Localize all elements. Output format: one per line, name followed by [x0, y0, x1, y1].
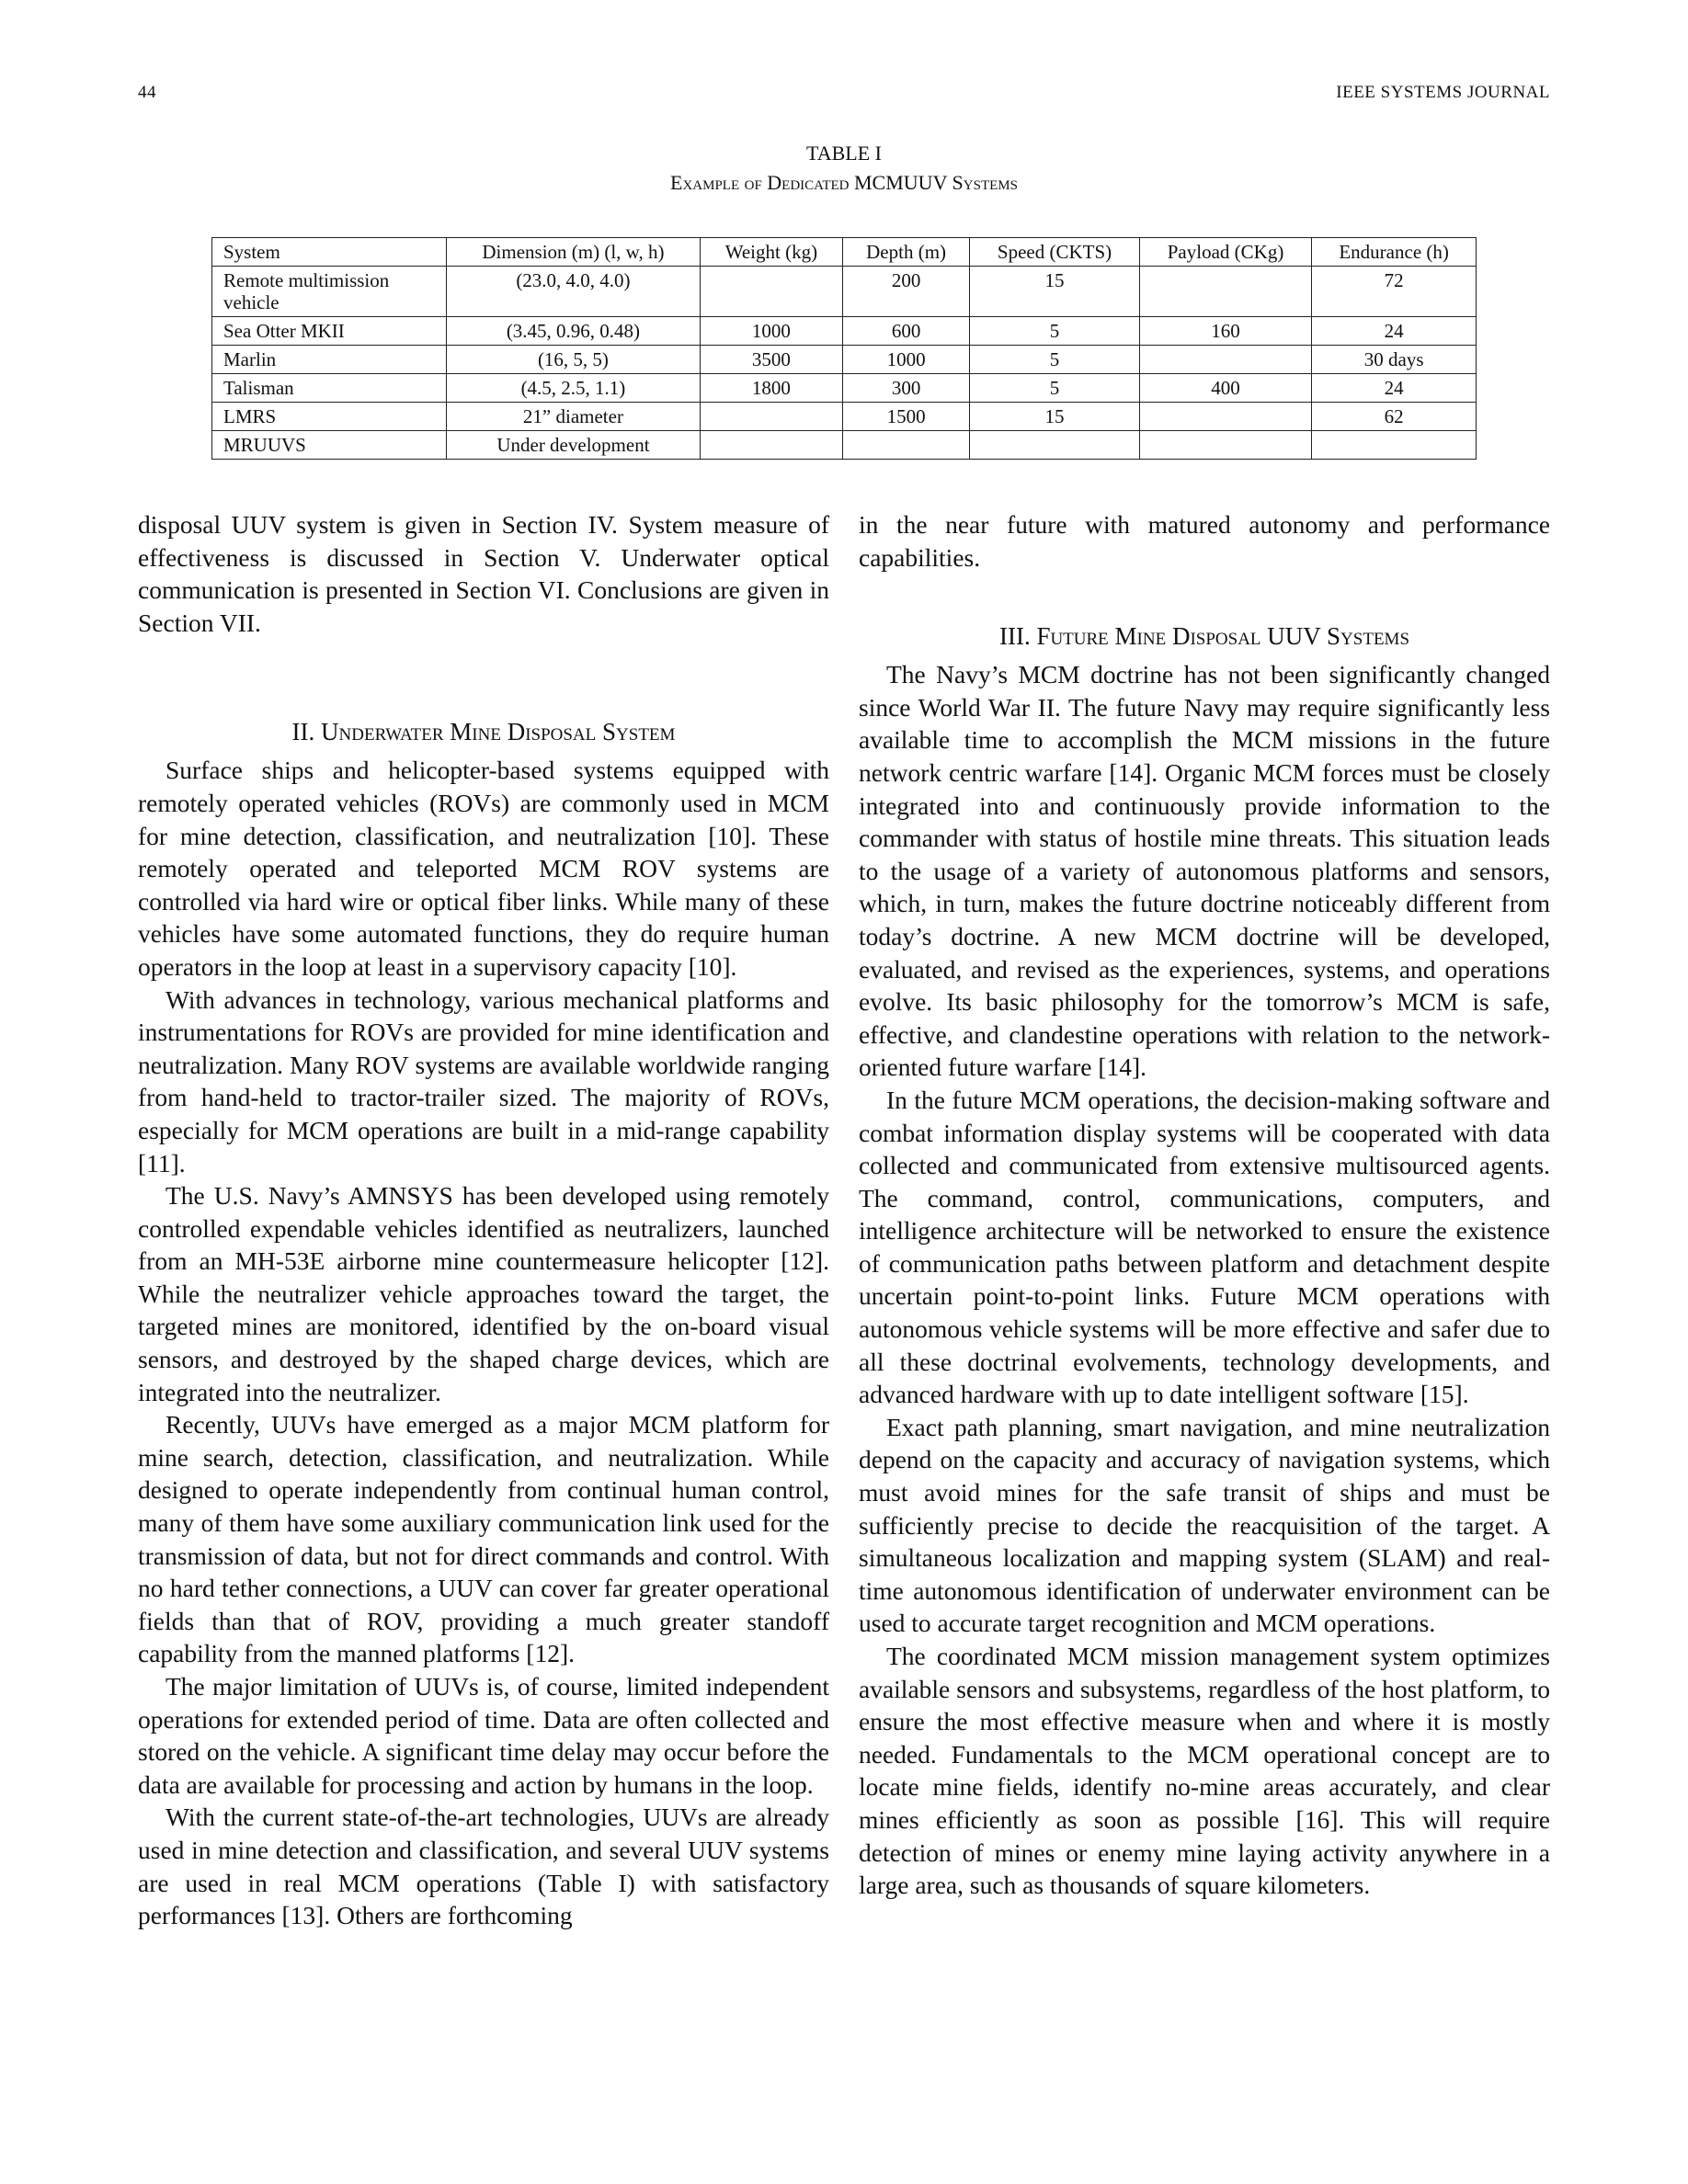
table-cell: 300: [842, 374, 969, 403]
table-header-cell: System: [212, 238, 447, 267]
systems-table: [211, 237, 1477, 460]
paragraph: Surface ships and helicopter-based systems equipped with remotely operated vehicles (ROVs) are commonly used in MCM for mine detection, classification, and neutralization [10]. These remotely operated and teleported MCM ROV systems are controlled via hard wire or optical fiber links. While many of these vehicles have some automated functions, they do require human operators in the loop at least in a supervisory capacity [10].: [138, 756, 829, 981]
paragraph: The Navy’s MCM doctrine has not been significantly changed since World War II. The future Navy may require significantly less available time to accomplish the MCM missions in the future network centric warfare [14]. Organic MCM forces must be closely integrated into and continuously provide information to the commander with status of hostile mine threats. This situation leads to the usage of a variety of autonomous platforms and sensors, which, in turn, makes the future doctrine noticeably different from today’s doctrine. A new MCM doctrine will be developed, evaluated, and revised as the experiences, systems, and operations evolve. Its basic philosophy for the tomorrow’s MCM is safe, effective, and clandestine operations with relation to the network-oriented future warfare [14].: [859, 660, 1550, 1082]
table-cell: 21” diameter: [447, 403, 701, 431]
table-row: [212, 267, 1477, 317]
table-cell: 3500: [700, 346, 842, 374]
table-row: [212, 374, 1477, 403]
table-cell: [700, 267, 842, 317]
table-row: [212, 346, 1477, 374]
paragraph: disposal UUV system is given in Section IV. System measure of effectiveness is discussed in Section V. Underwater optical communication is presented in Section VI. Conclusions are given in Section VII.: [138, 510, 829, 637]
table-cell: (4.5, 2.5, 1.1): [447, 374, 701, 403]
table-cell: 5: [970, 346, 1140, 374]
table-cell: 15: [970, 267, 1140, 317]
right-column: [859, 508, 1550, 1902]
running-header: [138, 83, 1550, 107]
table-cell: 160: [1139, 317, 1311, 346]
table-row: [212, 317, 1477, 346]
paragraph: In the future MCM operations, the decision-making software and combat information display systems will be cooperated with data collected and communicated from extensive multisourced agents. The command, control, communications, computers, and intelligence architecture will be networked to ensure the existence of communication paths between platform and detachment despite uncertain point-to-point links. Future MCM operations with autonomous vehicle systems will be more effective and safer due to all these doctrinal evolvements, technology developments, and advanced hardware with up to date intelligent software [15].: [859, 1085, 1550, 1409]
table-label: TABLE I: [806, 142, 882, 165]
journal-name: IEEE SYSTEMS JOURNAL: [1336, 83, 1550, 102]
table-cell: [1139, 431, 1311, 460]
table-cell: LMRS: [212, 403, 447, 431]
section-heading: II. Underwater Mine Disposal System: [291, 718, 676, 746]
table-header-cell: Depth (m): [842, 238, 969, 267]
table-cell: Talisman: [212, 374, 447, 403]
table-cell: [1139, 267, 1311, 317]
table-cell: 24: [1312, 317, 1477, 346]
table-cell: Remote multimission vehicle: [212, 267, 447, 317]
table-cell: Sea Otter MKII: [212, 317, 447, 346]
page-number: 44: [138, 83, 156, 102]
paragraph: With advances in technology, various mechanical platforms and instrumentations for ROVs are provided for mine identification and neutralization. Many ROV systems are available worldwide ranging from hand-held to tractor-trailer sized. The majority of ROVs, especially for MCM operations are built in a mid-range capability [11].: [138, 984, 829, 1177]
table-cell: Under development: [447, 431, 701, 460]
table-cell: (3.45, 0.96, 0.48): [447, 317, 701, 346]
table-cell: 5: [970, 317, 1140, 346]
table-header-cell: Speed (CKTS): [970, 238, 1140, 267]
paragraph: The major limitation of UUVs is, of course, limited independent operations for extended period of time. Data are often collected and stored on the vehicle. A significant time delay may occur before the data are available for processing and action by humans in the loop.: [138, 1672, 829, 1799]
table-cell: 62: [1312, 403, 1477, 431]
table-cell: Marlin: [212, 346, 447, 374]
table-cell: [842, 431, 969, 460]
table-header-cell: Dimension (m) (l, w, h): [447, 238, 701, 267]
paragraph: in the near future with matured autonomy and performance capabilities.: [859, 510, 1550, 572]
table-cell: [1139, 403, 1311, 431]
section-heading: III. Future Mine Disposal UUV Systems: [998, 622, 1410, 651]
table-cell: 1000: [700, 317, 842, 346]
table-header-row: [212, 238, 1477, 267]
table-cell: 400: [1139, 374, 1311, 403]
table-cell: 5: [970, 374, 1140, 403]
table-cell: 1000: [842, 346, 969, 374]
table-row: [212, 431, 1477, 460]
table-cell: 24: [1312, 374, 1477, 403]
table-cell: [700, 403, 842, 431]
table-cell: MRUUVS: [212, 431, 447, 460]
table-row: [212, 403, 1477, 431]
table-cell: [1139, 346, 1311, 374]
table-title: Example of Dedicated MCMUUV Systems: [670, 171, 1018, 194]
table-cell: 30 days: [1312, 346, 1477, 374]
table-cell: [1312, 431, 1477, 460]
table-cell: (16, 5, 5): [447, 346, 701, 374]
table-cell: 72: [1312, 267, 1477, 317]
table-caption: [138, 140, 1550, 199]
paragraph: With the current state-of-the-art technologies, UUVs are already used in mine detection and classification, and several UUV systems are used in real MCM operations (Table I) with satisfactory performances [13]. Others are forthcoming: [138, 1803, 829, 1930]
table-header-cell: Payload (CKg): [1139, 238, 1311, 267]
paragraph: The coordinated MCM mission management system optimizes available sensors and subsystems, regardless of the host platform, to ensure the most effective measure when and where it is mostly needed. Fundamentals to the MCM operational concept are to locate mine fields, identify no-mine areas accurately, and clear mines efficiently as soon as possible [16]. This will require detection of mines or enemy mine laying activity anywhere in a large area, such as thousands of square kilometers.: [859, 1642, 1550, 1900]
table-cell: 15: [970, 403, 1140, 431]
table-cell: (23.0, 4.0, 4.0): [447, 267, 701, 317]
table-cell: 1800: [700, 374, 842, 403]
table-cell: 600: [842, 317, 969, 346]
table-cell: [700, 431, 842, 460]
table-cell: 200: [842, 267, 969, 317]
table-cell: [970, 431, 1140, 460]
paragraph: Recently, UUVs have emerged as a major MCM platform for mine search, detection, classification, and neutralization. While designed to operate independently from continual human control, many of them have some auxiliary communication link used for the transmission of data, but not for direct commands and control. With no hard tether connections, a UUV can cover far greater operational fields than that of ROV, providing a much greater standoff capability from the manned platforms [12].: [138, 1410, 829, 1668]
table-cell: 1500: [842, 403, 969, 431]
paragraph: The U.S. Navy’s AMNSYS has been developed using remotely controlled expendable vehicles identified as neutralizers, launched from an MH-53E airborne mine countermeasure helicopter [12]. While the neutralizer vehicle approaches toward the target, the targeted mines are monitored, identified by the on-board visual sensors, and destroyed by the shaped charge devices, which are integrated into the neutralizer.: [138, 1181, 829, 1406]
table-header-cell: Endurance (h): [1312, 238, 1477, 267]
table-header-cell: Weight (kg): [700, 238, 842, 267]
paragraph: Exact path planning, smart navigation, and mine neutralization depend on the capacity and accuracy of navigation systems, which must avoid mines for the safe transit of ships and must be sufficiently precise to decide the reacquisition of the target. A simultaneous localization and mapping system (SLAM) and real-time autonomous identification of underwater environment can be used to accurate target recognition and MCM operations.: [859, 1412, 1550, 1638]
left-column: [138, 508, 829, 1932]
